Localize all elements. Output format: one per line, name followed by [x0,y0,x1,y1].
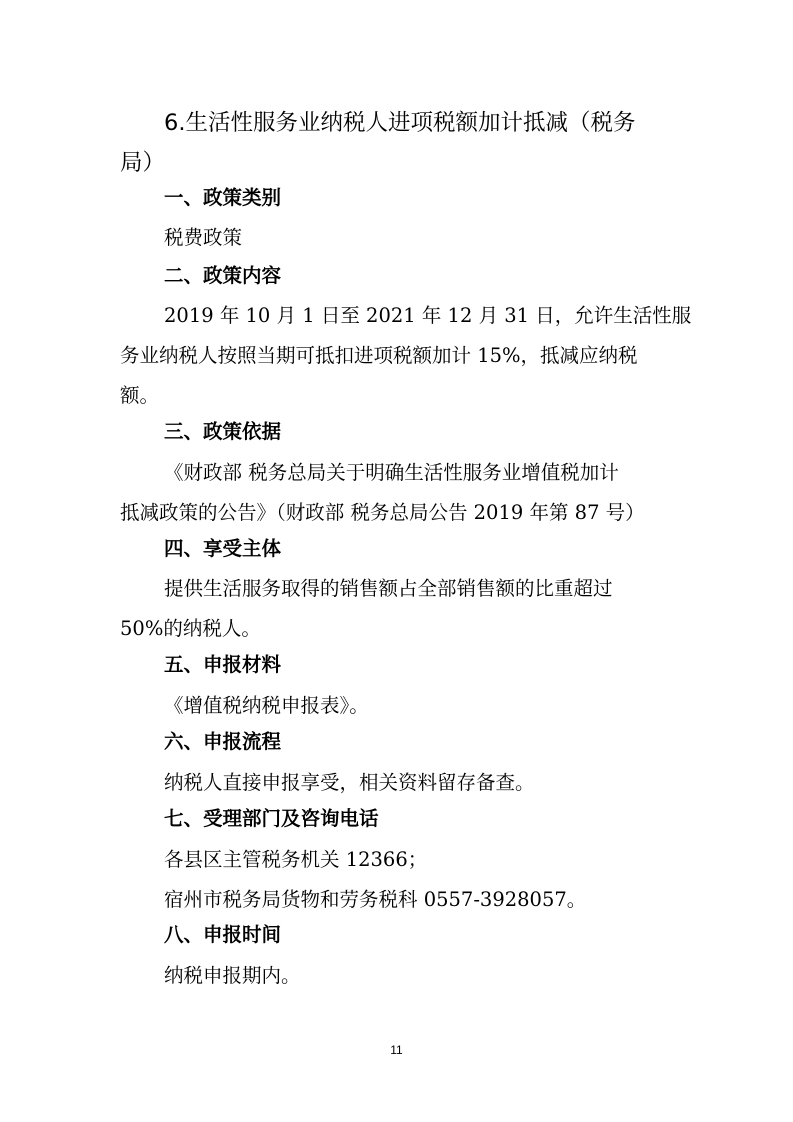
section-heading-filing-time: 八、申报时间 [164,923,282,946]
policy-content-line-1: 2019 年 10 月 1 日至 2021 年 12 月 31 日，允许生活性服 [164,304,692,327]
section-heading-eligible-subject: 四、享受主体 [164,537,282,560]
section-heading-filing-materials: 五、申报材料 [164,653,282,676]
page-number: 11 [390,1043,403,1057]
policy-category-text: 税费政策 [164,226,243,249]
document-title [120,103,680,183]
policy-content-line-3: 额。 [120,384,160,407]
filing-time-text: 纳税申报期内。 [164,964,301,987]
policy-basis-line-1: 《财政部 税务总局关于明确生活性服务业增值税加计 [164,461,619,484]
section-heading-department-contact: 七、受理部门及咨询电话 [164,807,379,830]
filing-process-text: 纳税人直接申报享受，相关资料留存备查。 [164,771,535,794]
section-heading-policy-content: 二、政策内容 [164,264,282,287]
section-heading-filing-process: 六、申报流程 [164,730,282,753]
eligible-subject-line-2: 50%的纳税人。 [120,617,261,640]
policy-content-line-2: 务业纳税人按照当期可抵扣进项税额加计 15%，抵减应纳税 [120,344,638,367]
section-heading-policy-category: 一、政策类别 [164,186,282,209]
title-line-2: 局） [120,150,166,176]
policy-basis-line-2: 抵减政策的公告》（财政部 税务总局公告 2019 年第 87 号） [120,501,645,524]
section-heading-policy-basis: 三、政策依据 [164,420,282,443]
department-contact-line-1: 各县区主管税务机关 12366； [164,848,428,871]
department-contact-line-2: 宿州市税务局货物和劳务税科 0557-3928057。 [164,888,587,911]
eligible-subject-line-1: 提供生活服务取得的销售额占全部销售额的比重超过 [164,577,613,600]
filing-materials-text: 《增值税纳税申报表》。 [164,694,369,717]
title-line-1: 6.生活性服务业纳税人进项税额加计抵减（税务 [164,110,636,136]
